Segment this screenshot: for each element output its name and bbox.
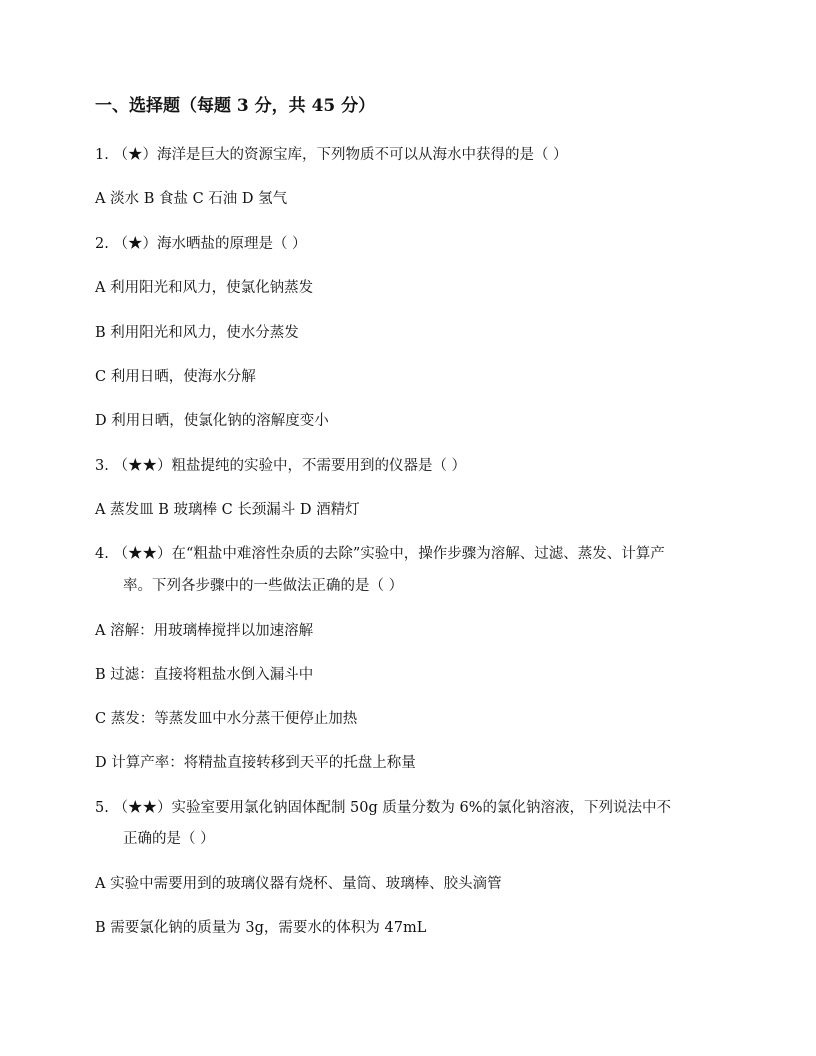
question-4-option-d: D 计算产率：将精盐直接转移到天平的托盘上称量 <box>95 755 416 771</box>
question-5-option-a: A 实验中需要用到的玻璃仪器有烧杯、量筒、玻璃棒、胶头滴管 <box>95 876 502 892</box>
question-5-text: 5. （★★）实验室要用氯化钠固体配制 50g 质量分数为 6%的氯化钠溶液，下列说法中不 <box>95 800 672 816</box>
question-4-text: 4. （★★）在“粗盐中难溶性杂质的去除”实验中，操作步骤为溶解、过滤、蒸发、计算产 <box>95 546 665 562</box>
question-5-text-continued: 正确的是（ ） <box>123 831 215 847</box>
question-2-option-d: D 利用日晒，使氯化钠的溶解度变小 <box>95 413 329 429</box>
question-1-options: A 淡水 B 食盐 C 石油 D 氢气 <box>95 191 288 207</box>
question-3-options: A 蒸发皿 B 玻璃棒 C 长颈漏斗 D 酒精灯 <box>95 502 360 518</box>
section-heading: 一、选择题（每题 3 分，共 45 分） <box>95 96 376 116</box>
question-2-option-c: C 利用日晒，使海水分解 <box>95 369 256 385</box>
question-2-text: 2. （★）海水晒盐的原理是（ ） <box>95 236 307 252</box>
question-1-text: 1. （★）海洋是巨大的资源宝库，下列物质不可以从海水中获得的是（ ） <box>95 147 568 163</box>
question-4-text-continued: 率。下列各步骤中的一些做法正确的是（ ） <box>123 578 404 594</box>
question-4-option-b: B 过滤：直接将粗盐水倒入漏斗中 <box>95 667 314 683</box>
question-5-option-b: B 需要氯化钠的质量为 3g，需要水的体积为 47mL <box>95 920 427 936</box>
question-4-option-c: C 蒸发：等蒸发皿中水分蒸干便停止加热 <box>95 711 358 727</box>
question-4-option-a: A 溶解：用玻璃棒搅拌以加速溶解 <box>95 623 314 639</box>
question-3-text: 3. （★★）粗盐提纯的实验中，不需要用到的仪器是（ ） <box>95 458 467 474</box>
question-2-option-b: B 利用阳光和风力，使水分蒸发 <box>95 325 299 341</box>
question-2-option-a: A 利用阳光和风力，使氯化钠蒸发 <box>95 280 314 296</box>
